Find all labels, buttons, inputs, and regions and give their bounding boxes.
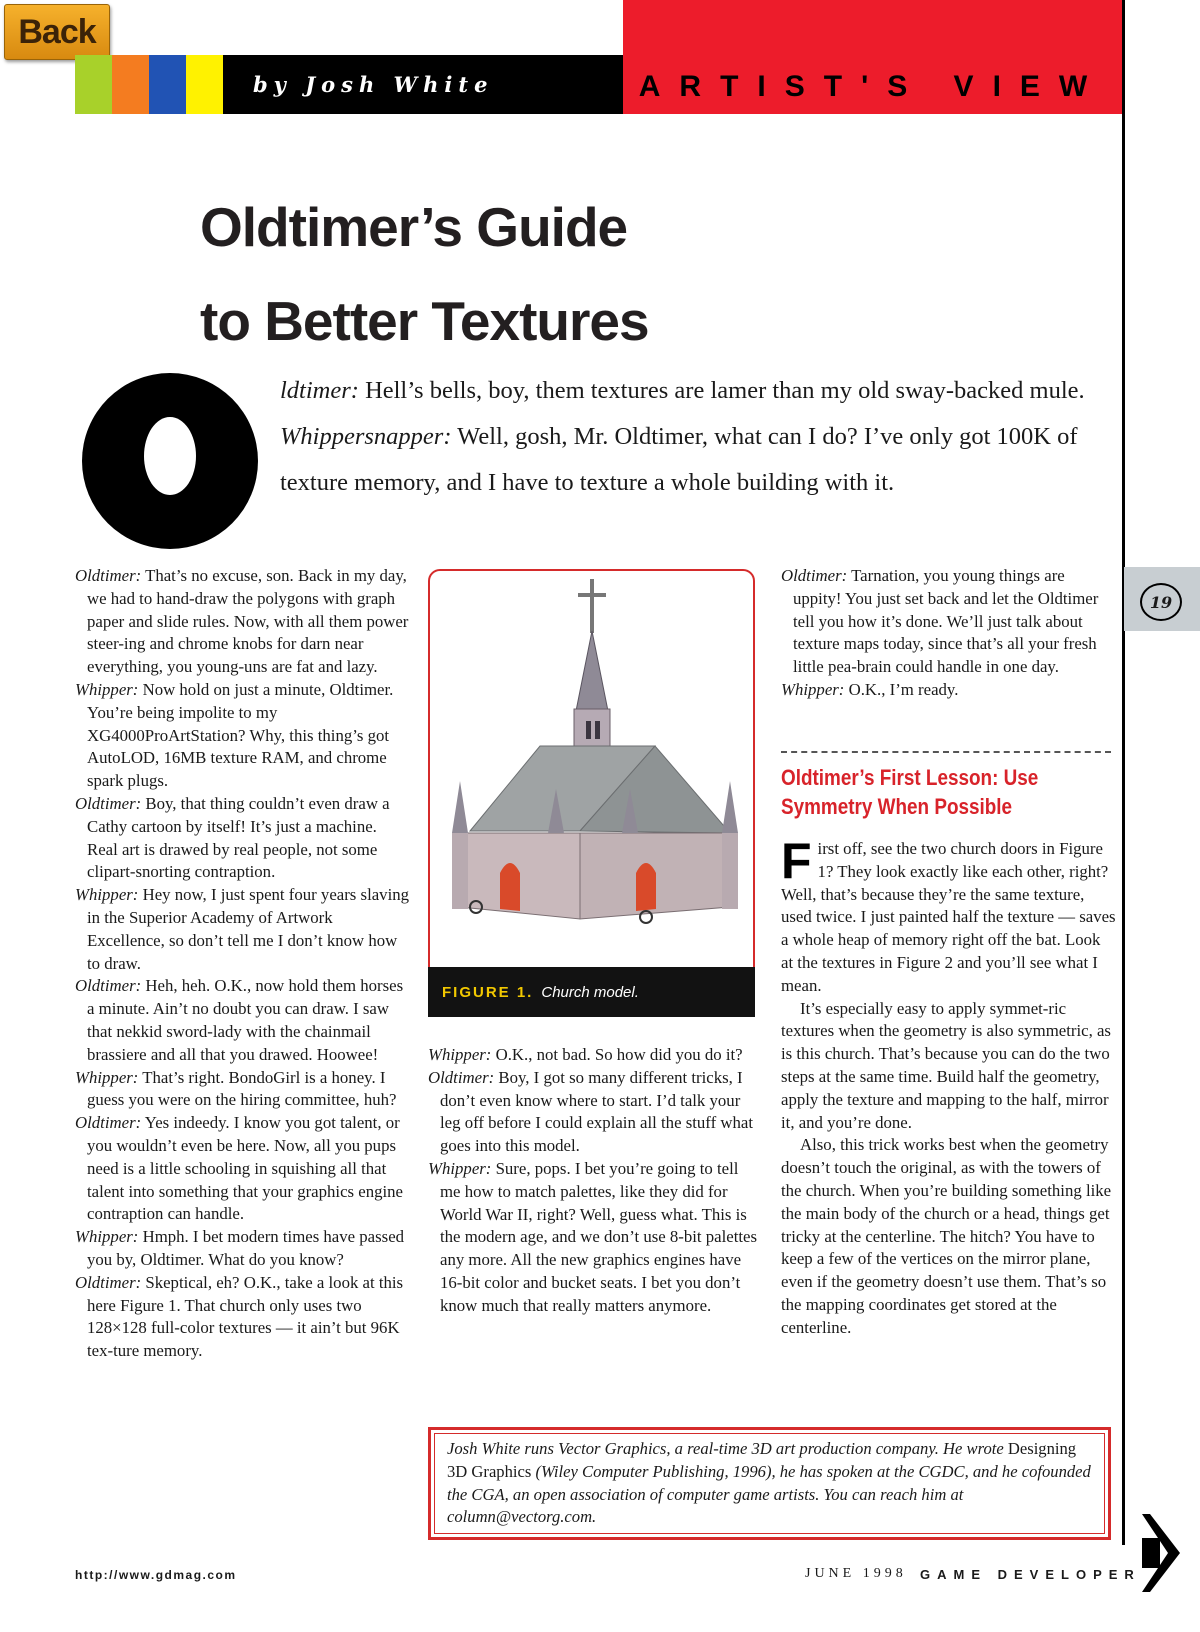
speaker: Whippersnapper: bbox=[280, 423, 452, 450]
line-text: Boy, I got so many different tricks, I don’t even know where to start. I’d talk your leg off before I could explain all the stuff what goes into this model. bbox=[440, 1067, 753, 1156]
section-label: ARTIST'S VIEW bbox=[638, 70, 1107, 103]
footer-date: JUNE 1998 bbox=[805, 1566, 907, 1581]
drop-cap-f: F bbox=[781, 833, 812, 889]
dialogue-line bbox=[75, 1067, 410, 1113]
church-model-image bbox=[430, 571, 753, 967]
line-text: Heh, heh. O.K., now hold them horses a minute. Ain’t no doubt you can draw. I saw that nekkid sword-lady with the chainmail brassiere and all that you drawed. Hoowee! bbox=[87, 976, 404, 1064]
back-button[interactable]: Back bbox=[4, 4, 110, 60]
footer-magazine: GAME DEVELOPER bbox=[920, 1567, 1141, 1582]
speaker: Whipper: bbox=[428, 1158, 492, 1178]
column-1 bbox=[75, 565, 410, 1363]
speaker: Whipper: bbox=[75, 679, 139, 699]
speaker: ldtimer: bbox=[280, 377, 359, 404]
line-text: Hell’s bells, boy, them textures are lamer than my old sway-backed mule. bbox=[358, 377, 1085, 404]
speaker: Whipper: bbox=[781, 679, 845, 699]
lesson-subhead: Oldtimer’s First Lesson: Use Symmetry When Possible bbox=[781, 765, 1039, 819]
author-bio-box bbox=[428, 1427, 1111, 1540]
speaker: Oldtimer: bbox=[75, 976, 142, 996]
speaker: Oldtimer: bbox=[75, 793, 142, 813]
lesson-paragraph: It’s especially easy to apply symmet-ric textures when the geometry is also symmetric, as is this church. That’s because you can do the two steps at the same time. Build half the geometry, apply the texture and mapping to the half, mirror it, and you’re done. bbox=[781, 998, 1111, 1132]
lesson-paragraph bbox=[781, 833, 1116, 998]
speaker: Oldtimer: bbox=[75, 566, 142, 585]
section-divider bbox=[781, 751, 1111, 753]
color-swatch-orange bbox=[112, 55, 149, 114]
dialogue-line bbox=[428, 1158, 763, 1318]
color-swatch-green bbox=[75, 55, 112, 114]
color-swatch-blue bbox=[149, 55, 186, 114]
bio-book-title: Designing 3D Graphics bbox=[447, 1439, 1077, 1481]
intro-dialogue bbox=[280, 368, 1110, 506]
line-text: Now hold on just a minute, Oldtimer. You’re being impolite to my XG4000ProArtStation? Why, this thing’s got AutoLOD, 16MB texture RAM, and chrome spark plugs. bbox=[87, 679, 394, 791]
line-text: Hmph. I bet modern times have passed you by, Oldtimer. What do you know? bbox=[87, 1227, 405, 1269]
article-title bbox=[200, 180, 1000, 368]
line-text: Skeptical, eh? O.K., take a look at this here Figure 1. That church only uses two 128×128 full-color textures — it ain’t but 96K tex-ture memory. bbox=[87, 1272, 404, 1361]
bio-text: (Wiley Computer Publishing, 1996), he has spoken at the CGDC, and he cofounded the CGA, an open association of computer game artists. You can reach him at column@vectorg.com. bbox=[447, 1461, 1091, 1527]
line-text: Sure, pops. I bet you’re going to tell me how to match palettes, like they did for World War II, right? Well, guess what. This is the modern age, and we don’t use 8-bit palettes any more. All the new graphics engines have 16-bit color and bucket seats. I bet you don’t know much that really matters anymore. bbox=[440, 1158, 758, 1315]
line-text: Boy, that thing couldn’t even draw a Cathy cartoon by itself! It’s just a machine. Real art is drawed by real people, not some clipart-snorting contraption. bbox=[87, 793, 390, 882]
drop-cap-o-counter bbox=[144, 417, 196, 495]
color-swatch-yellow bbox=[186, 55, 223, 114]
figure-label: FIGURE 1. bbox=[442, 983, 534, 1001]
dialogue-line bbox=[428, 1067, 763, 1158]
church-door-left bbox=[500, 863, 520, 911]
dialogue-line bbox=[75, 975, 410, 1066]
dialogue-line bbox=[428, 1044, 763, 1067]
speaker: Whipper: bbox=[75, 1067, 139, 1087]
dialogue-line bbox=[781, 679, 1116, 702]
tower-window bbox=[595, 721, 600, 739]
footer-url[interactable]: http://www.gdmag.com bbox=[75, 1568, 237, 1582]
paragraph-text: irst off, see the two church doors in Figure 1? They look exactly like each other, right? Well, that’s because they’re the same texture, used twice. I just painted half the texture — saves a whole heap of memory right off the bat. Look at the textures in Figure 2 and you’ll see what I mean. bbox=[781, 839, 1116, 995]
speaker: Oldtimer: bbox=[428, 1067, 495, 1087]
page-edge-rule bbox=[1122, 0, 1125, 1545]
column-2 bbox=[428, 1044, 763, 1318]
figure-1 bbox=[428, 569, 755, 1017]
title-line-1: Oldtimer’s Guide bbox=[200, 196, 628, 258]
line-text: Yes indeedy. I know you got talent, or you wouldn’t even be here. Now, all you pups need is a little schooling in squishing all that talent into something that your graphics engine contraption can handle. bbox=[87, 1113, 403, 1224]
intro-paragraph bbox=[280, 414, 1110, 506]
line-text: Hey now, I just spent four years slaving in the Superior Academy of Artwork Excellence, so don’t tell me I don’t know how to draw. bbox=[87, 885, 410, 973]
speaker: Oldtimer: bbox=[75, 1272, 142, 1292]
speaker: Whipper: bbox=[75, 885, 139, 905]
church-spire bbox=[576, 631, 608, 711]
line-text: That’s no excuse, son. Back in my day, we had to hand-draw the polygons with graph paper and slide rules. Now, with all them power steer-ing and chrome knobs for darn near everything, you young-uns are fat and lazy. bbox=[87, 566, 409, 677]
corner-turret bbox=[722, 781, 738, 833]
intro-paragraph bbox=[280, 368, 1110, 414]
page-number: 19 bbox=[1140, 583, 1182, 621]
lesson-body bbox=[781, 833, 1116, 1340]
speaker: Oldtimer: bbox=[75, 1113, 142, 1133]
figure-caption-text: Church model. bbox=[541, 983, 639, 1001]
title-line-2: to Better Textures bbox=[200, 290, 649, 352]
line-text: That’s right. BondoGirl is a honey. I guess you were on the hiring committee, huh? bbox=[87, 1067, 397, 1110]
dialogue-line bbox=[75, 1272, 410, 1363]
next-page-arrow-icon[interactable] bbox=[1140, 1510, 1182, 1596]
speaker: Whipper: bbox=[75, 1227, 139, 1247]
byline: by Josh White bbox=[223, 55, 623, 114]
lesson-paragraph: Also, this trick works best when the geometry doesn’t touch the original, as with the towers of the church. When you’re building something like the main body of the church or a head, things get tricky at the centerline. The hitch? You have to keep a few of the vertices on the mirror plane, even if the geometry doesn’t use them. That’s so the mapping coordinates get stored at the centerline. bbox=[781, 1135, 1112, 1337]
dialogue-line bbox=[75, 884, 410, 975]
figure-caption bbox=[428, 967, 755, 1017]
church-door-right bbox=[636, 863, 656, 911]
corner-turret-body bbox=[452, 833, 468, 909]
corner-turret-body bbox=[722, 833, 738, 909]
dialogue-line bbox=[75, 679, 410, 793]
dialogue-line bbox=[75, 793, 410, 884]
speaker: Whipper: bbox=[428, 1045, 492, 1064]
line-text: Tarnation, you young things are uppity! You just set back and let the Oldtimer tell you how it’s done. We’ll just talk about texture maps today, since that’s all your fresh little pea-brain could handle in one day. bbox=[793, 566, 1099, 677]
line-text: Well, gosh, Mr. Oldtimer, what can I do? I’ve only got 100K of texture memory, and I have to texture a whole building with it. bbox=[280, 423, 1078, 496]
dialogue-line bbox=[75, 565, 410, 679]
line-text: O.K., I’m ready. bbox=[844, 679, 959, 699]
column-3 bbox=[781, 565, 1116, 702]
bio-text: Josh White runs Vector Graphics, a real-time 3D art production company. He wrote bbox=[447, 1439, 1008, 1458]
dialogue-line bbox=[75, 1226, 410, 1272]
dialogue-line bbox=[781, 565, 1116, 679]
tower-window bbox=[586, 721, 591, 739]
author-bio bbox=[434, 1433, 1105, 1534]
dialogue-line bbox=[75, 1112, 410, 1226]
line-text: O.K., not bad. So how did you do it? bbox=[491, 1045, 743, 1064]
speaker: Oldtimer: bbox=[781, 566, 848, 585]
corner-turret bbox=[452, 781, 468, 833]
